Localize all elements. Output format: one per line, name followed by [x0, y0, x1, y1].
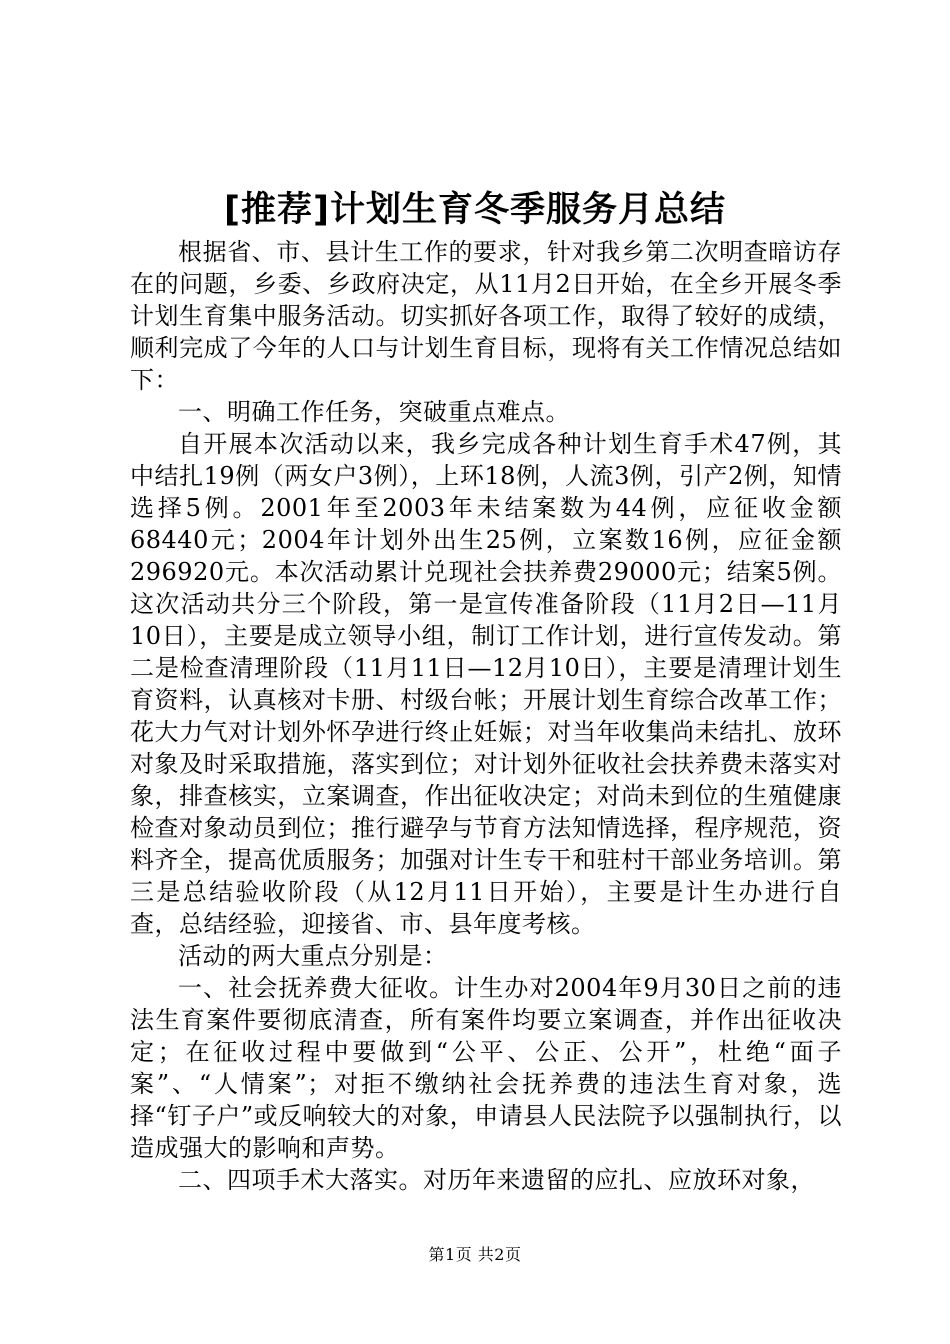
- document-title: [推荐]计划生育冬季服务月总结: [224, 190, 726, 230]
- paragraph-intro: 根据省、市、县计生工作的要求，针对我乡第二次明查暗访存在的问题，乡委、乡政府决定，从11月2日开始，在全乡开展冬季计划生育集中服务活动。切实抓好各项工作，取得了较好的成绩，顺利完成了今年的人口与计划生育目标，现将有关工作情况总结如下：: [130, 238, 842, 394]
- paragraph-section-heading-1: 一、明确工作任务，突破重点难点。: [178, 398, 570, 426]
- paragraph-activity-details: 自开展本次活动以来，我乡完成各种计划生育手术47例，其中结扎19例（两女户3例），上环18例，人流3例，引产2例，知情选择5例。2001年至2003年未结案数为44例，应征收金额68440元；2004年计划外出生25例，立案数16例，应征金额296920元。本次活动累计兑现社会扶养费29000元；结案5例。这次活动共分三个阶段，第一是宣传准备阶段（11月2日—11月10日），主要是成立领导小组，制订工作计划，进行宣传发动。第二是检查清理阶段（11月11日—12月10日），主要是清理计划生育资料，认真核对卡册、村级台帐；开展计划生育综合改革工作；花大力气对计划外怀孕进行终止妊娠；对当年收集尚未结扎、放环对象及时采取措施，落实到位；对计划外征收社会扶养费未落实对象，排查核实，立案调查，作出征收决定；对尚未到位的生殖健康检查对象动员到位；推行避孕与节育方法知情选择，程序规范，资料齐全，提高优质服务；加强对计生专干和驻村干部业务培训。第三是总结验收阶段（从12月11日开始），主要是计生办进行自查，总结经验，迎接省、市、县年度考核。: [130, 430, 842, 938]
- paragraph-key-point-2: 二、四项手术大落实。对历年来遗留的应扎、应放环对象，: [178, 1166, 815, 1194]
- paragraph-key-points-intro: 活动的两大重点分别是：: [178, 942, 448, 970]
- document-body: [130, 236, 842, 1196]
- paragraph-key-point-1: 一、社会抚养费大征收。计生办对2004年9月30日之前的违法生育案件要彻底清查，所有案件均要立案调查，并作出征收决定；在征收过程中要做到“公平、公正、公开”，杜绝“面子案”、“人情案”；对拒不缴纳社会抚养费的违法生育对象，选择“钉子户”或反响较大的对象，申请县人民法院予以强制执行，以造成强大的影响和声势。: [130, 974, 842, 1162]
- page-footer: 第1页 共2页: [428, 1245, 522, 1264]
